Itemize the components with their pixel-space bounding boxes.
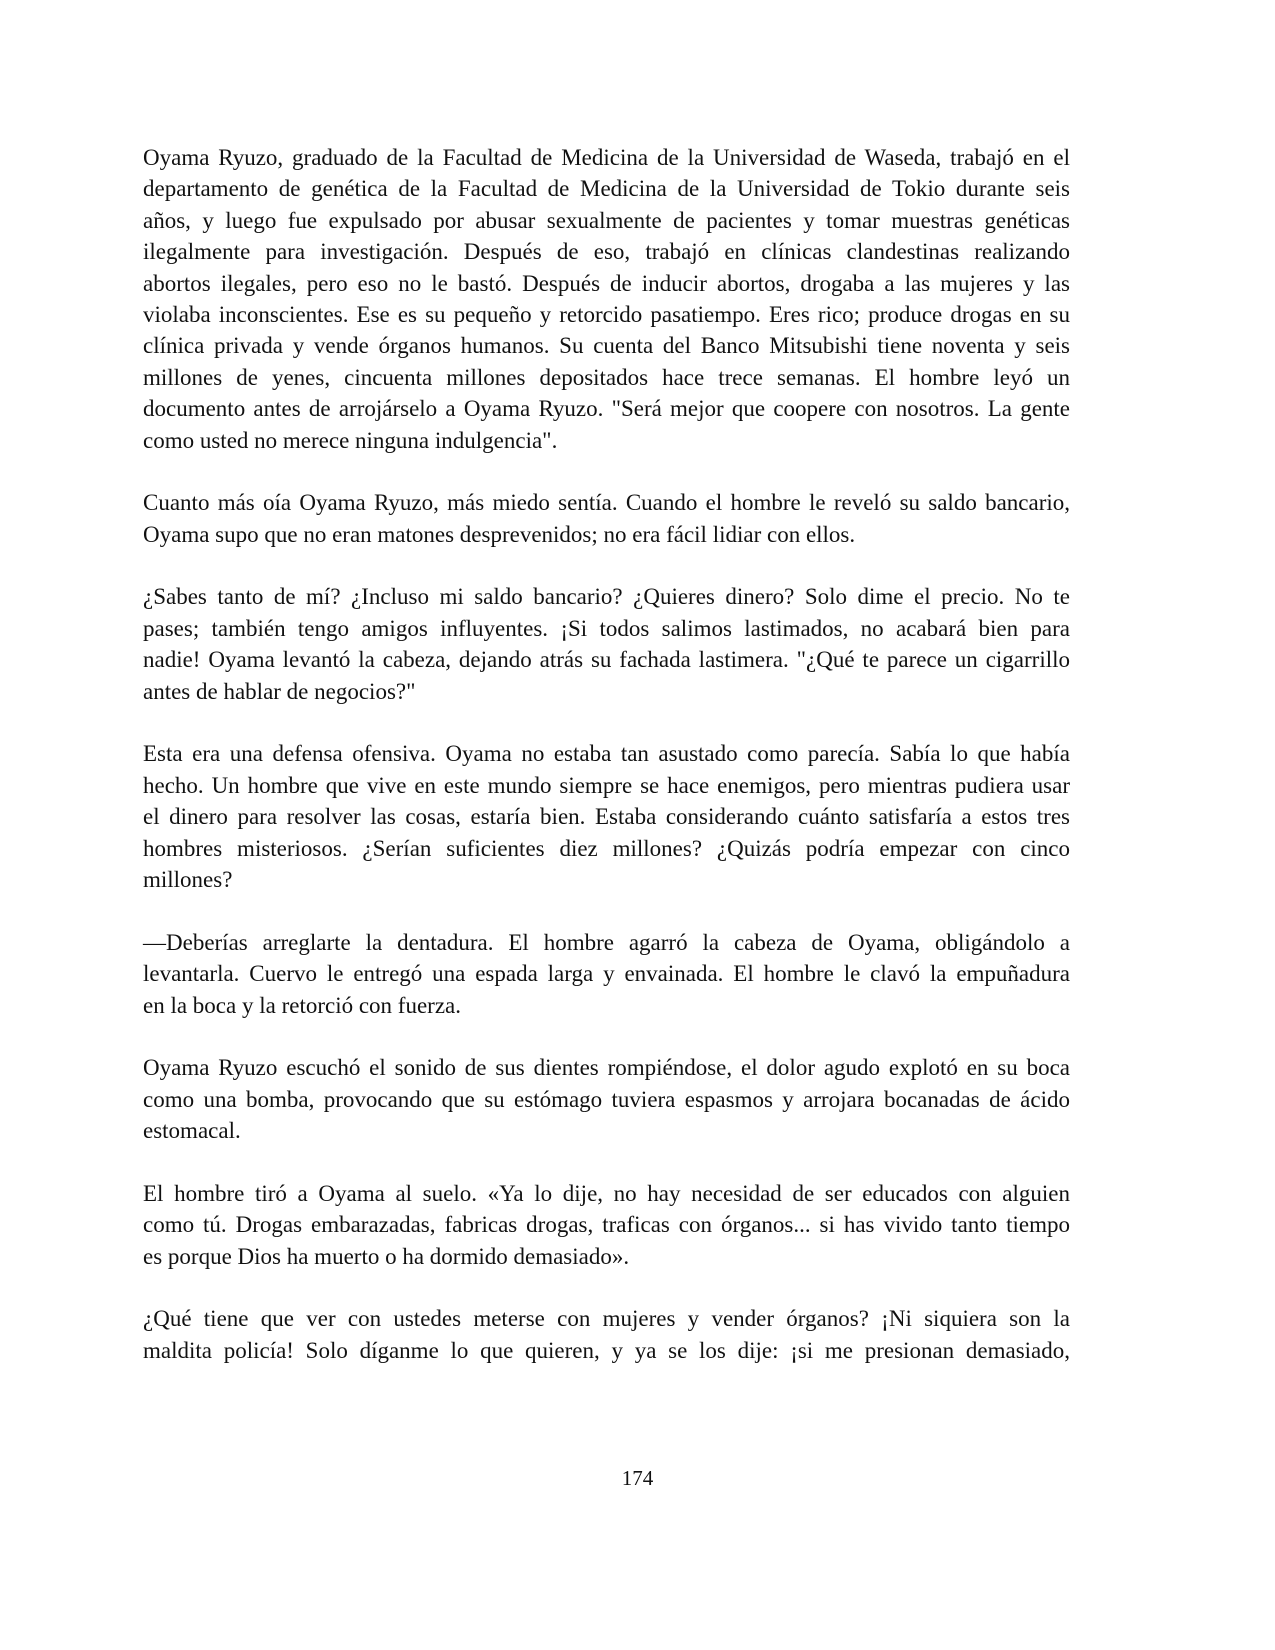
text-line: Oyama Ryuzo, graduado de la Facultad de Medicina de la Universidad de Waseda, trabajó en el: [143, 145, 1070, 170]
paragraph: [143, 142, 1070, 456]
text-line: como tú. Drogas embarazadas, fabricas drogas, traficas con órganos... si has vivido tanto tiempo: [143, 1212, 1070, 1238]
text-line: millones?: [143, 866, 233, 892]
text-line: ilegalmente para investigación. Después de eso, trabajó en clínicas clandestinas realizando: [143, 239, 1070, 265]
text-line: ¿Qué tiene que ver con ustedes meterse con mujeres y vender órganos? ¡Ni siquiera son la: [143, 1306, 1070, 1332]
text-line: como usted no merece ninguna indulgencia".: [143, 427, 558, 453]
text-line: —Deberías arreglarte la dentadura. El hombre agarró la cabeza de Oyama, obligándolo a: [143, 929, 1070, 955]
text-line: documento antes de arrojárselo a Oyama Ryuzo. "Será mejor que coopere con nosotros. La gente: [143, 396, 1070, 422]
text-line: hecho. Un hombre que vive en este mundo siempre se hace enemigos, pero mientras pudiera usar: [143, 772, 1070, 798]
text-line: Oyama supo que no eran matones desprevenidos; no era fácil lidiar con ellos.: [143, 521, 856, 547]
paragraph: [143, 1178, 1070, 1272]
text-line: hombres misteriosos. ¿Serían suficientes diez millones? ¿Quizás podría empezar con cinco: [143, 835, 1070, 861]
paragraph: [143, 487, 1070, 550]
text-line: estomacal.: [143, 1118, 241, 1144]
paragraph: [143, 1052, 1070, 1146]
text-line: levantarla. Cuervo le entregó una espada larga y envainada. El hombre le clavó la empuñadura: [143, 961, 1070, 987]
text-line: Cuanto más oía Oyama Ryuzo, más miedo sentía. Cuando el hombre le reveló su saldo bancario,: [143, 490, 1070, 516]
page-number: 174: [621, 1466, 654, 1490]
text-line: ¿Sabes tanto de mí? ¿Incluso mi saldo bancario? ¿Quieres dinero? Solo dime el precio. No te: [143, 584, 1070, 610]
text-line: Esta era una defensa ofensiva. Oyama no estaba tan asustado como parecía. Sabía lo que había: [143, 741, 1070, 767]
body-text: [143, 142, 1070, 1398]
paragraph: [143, 581, 1070, 707]
text-line: es porque Dios ha muerto o ha dormido demasiado».: [143, 1243, 630, 1269]
text-line: Oyama Ryuzo escuchó el sonido de sus dientes rompiéndose, el dolor agudo explotó en su boca: [143, 1055, 1070, 1081]
text-line: millones de yenes, cincuenta millones depositados hace trece semanas. El hombre leyó un: [143, 364, 1070, 390]
text-line: como una bomba, provocando que su estómago tuviera espasmos y arrojara bocanadas de ácido: [143, 1086, 1070, 1112]
paragraph: [143, 738, 1070, 895]
text-line: departamento de genética de la Facultad de Medicina de la Universidad de Tokio durante seis: [143, 176, 1070, 202]
paragraph: [143, 927, 1070, 1021]
text-line: antes de hablar de negocios?": [143, 678, 416, 704]
text-line: pases; también tengo amigos influyentes. ¡Si todos salimos lastimados, no acabará bien para: [143, 615, 1070, 641]
text-line: maldita policía! Solo díganme lo que quieren, y ya se los dije: ¡si me presionan demasiado,: [143, 1337, 1070, 1363]
text-line: el dinero para resolver las cosas, estaría bien. Estaba considerando cuánto satisfaría a estos tres: [143, 804, 1070, 830]
text-line: en la boca y la retorció con fuerza.: [143, 992, 461, 1018]
text-line: clínica privada y vende órganos humanos. Su cuenta del Banco Mitsubishi tiene noventa y seis: [143, 333, 1070, 359]
paragraph: [143, 1303, 1070, 1366]
text-line: años, y luego fue expulsado por abusar sexualmente de pacientes y tomar muestras genéticas: [143, 207, 1070, 233]
text-line: abortos ilegales, pero eso no le bastó. Después de inducir abortos, drogaba a las mujeres y las: [143, 270, 1070, 296]
text-line: violaba inconscientes. Ese es su pequeño y retorcido pasatiempo. Eres rico; produce drogas en su: [143, 301, 1070, 327]
text-line: El hombre tiró a Oyama al suelo. «Ya lo dije, no hay necesidad de ser educados con alguien: [143, 1180, 1070, 1206]
text-line: nadie! Oyama levantó la cabeza, dejando atrás su fachada lastimera. "¿Qué te parece un cigarrillo: [143, 647, 1070, 673]
